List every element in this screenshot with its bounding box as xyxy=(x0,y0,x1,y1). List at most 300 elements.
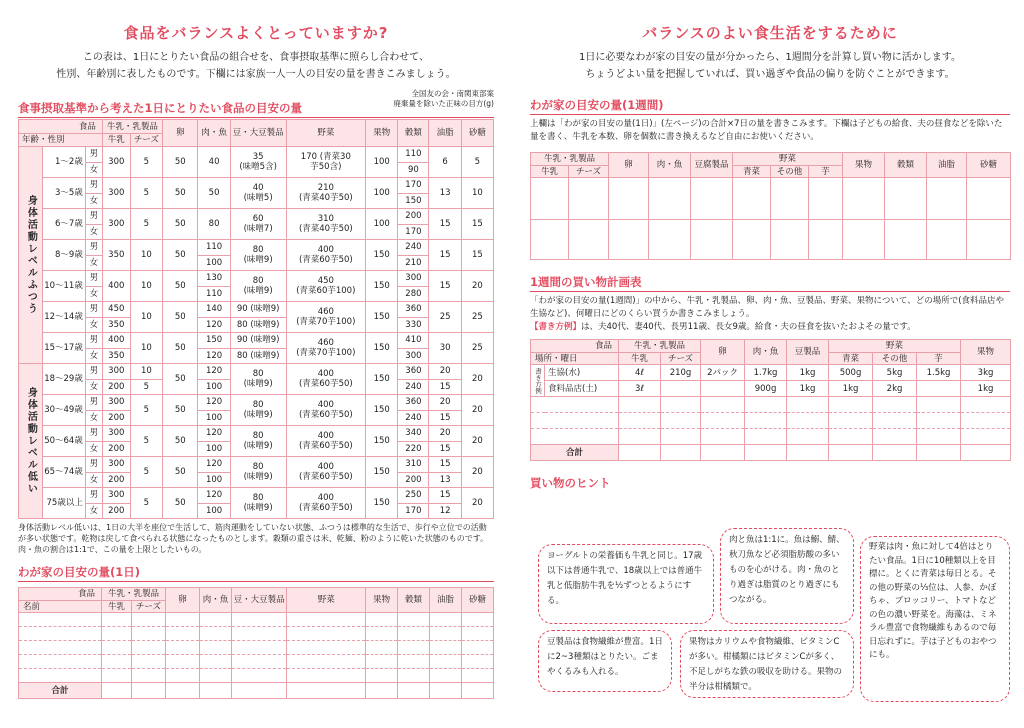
milk-male-cell: 300 xyxy=(102,395,130,411)
section1-header xyxy=(18,89,494,115)
grain-male-cell: 360 xyxy=(398,364,429,380)
col-cheese: チーズ xyxy=(661,353,701,365)
milk-male-cell: 450 xyxy=(102,302,130,318)
sex-male: 男 xyxy=(86,426,102,442)
grain-male-cell: 360 xyxy=(398,302,429,318)
oil-male-cell: 20 xyxy=(429,364,461,380)
bean-female-cell: 80 (味噌9) xyxy=(230,348,286,364)
bean-cell: 35 (味噌5含) xyxy=(230,147,286,178)
col-veg: 野菜 xyxy=(733,153,843,166)
cheese-cell: 10 xyxy=(130,333,162,364)
col-meat-fish: 肉・魚 xyxy=(649,153,691,178)
table-row xyxy=(19,271,494,287)
milk-female-cell: 350 xyxy=(102,317,130,333)
fruit-cell: 150 xyxy=(366,333,398,364)
entry-row[interactable] xyxy=(531,220,1011,260)
oil-cell: 13 xyxy=(429,178,461,209)
sex-male: 男 xyxy=(86,488,102,504)
egg-cell: 50 xyxy=(163,240,198,271)
oil-female-cell: 15 xyxy=(429,441,461,457)
col-meat-fish: 肉・魚 xyxy=(198,120,230,147)
age-sex-cell xyxy=(42,395,102,426)
col-fruit: 果物 xyxy=(366,588,398,613)
age-sex-cell xyxy=(42,240,102,271)
veg-cell: 400 (青菜60芋50) xyxy=(286,457,366,488)
meat-male-cell: 140 xyxy=(198,302,230,318)
oil-female-cell: 13 xyxy=(429,472,461,488)
milk-cell: 300 xyxy=(102,209,130,240)
sugar-cell: 5 xyxy=(461,147,493,178)
bean-male-cell: 90 (味噌9) xyxy=(230,333,286,349)
grain-female-cell: 200 xyxy=(398,472,429,488)
family-daily-table xyxy=(18,587,494,699)
col-milk: 牛乳 xyxy=(531,166,569,178)
source-block xyxy=(389,89,494,109)
left-intro: この表は、1日にとりたい食品の組合せを、食事摂取基準に照らし合わせて、 性別、年齢別に表したものです。下欄には家族一人一人の目安の量を書きこみましょう。 xyxy=(56,52,456,80)
meat-male-cell: 120 xyxy=(198,395,230,411)
col-sugar: 砂糖 xyxy=(461,120,493,147)
col-cheese: チーズ xyxy=(569,166,609,178)
plan-cell: 1kg xyxy=(829,381,873,397)
meat-cell: 40 xyxy=(198,147,230,178)
col-milk: 牛乳 xyxy=(102,601,132,613)
milk-female-cell: 200 xyxy=(102,472,130,488)
example-side-label: 書き方例 xyxy=(531,365,545,397)
sex-male: 男 xyxy=(86,302,102,318)
week-section-desc: 上欄は「わが家の目安の量(1日)」(左ページ)の合計×7日の量を書きこみます。下欄は子どもの給食、夫の昼食などを除いた量を書く、牛乳を本数、卵を個数に書き換えるなど自由にお使いください。 xyxy=(530,119,1003,142)
col-age-sex: 年齢・性別 xyxy=(19,134,103,147)
milk-male-cell: 400 xyxy=(102,333,130,349)
sex-female: 女 xyxy=(89,319,99,330)
veg-cell: 400 (青菜60芋50) xyxy=(286,395,366,426)
bean-cell: 80 (味噌9) xyxy=(230,488,286,519)
oil-female-cell: 15 xyxy=(429,410,461,426)
plan-cell: 900g xyxy=(745,381,787,397)
oil-cell: 30 xyxy=(429,333,461,364)
grain-female-cell: 240 xyxy=(398,379,429,395)
hint-bubble-yogurt: ヨーグルトの栄養価も牛乳と同じ。17歳以下は普通牛乳で、18歳以上では普通牛乳と低脂肪牛乳を½ずつとるようにする。 xyxy=(538,544,714,624)
bean-cell: 80 (味噌9) xyxy=(230,240,286,271)
milk-female-cell: 200 xyxy=(102,379,130,395)
meat-female-cell: 110 xyxy=(198,286,230,302)
col-veg: 野菜 xyxy=(829,340,961,353)
entry-row[interactable] xyxy=(19,655,494,669)
col-food: 食品 xyxy=(531,340,619,353)
grain-male-cell: 360 xyxy=(398,395,429,411)
age-label: 10～11歳 xyxy=(44,281,83,291)
col-egg: 卵 xyxy=(163,120,198,147)
milk-female-cell: 200 xyxy=(102,503,130,519)
fruit-cell: 150 xyxy=(366,364,398,395)
egg-cell: 50 xyxy=(163,395,198,426)
veg-cell: 450 (青菜60芋100) xyxy=(286,271,366,302)
table-row xyxy=(19,364,494,380)
source: 全国友の会・南関東部案 xyxy=(411,89,494,98)
total-label: 合計 xyxy=(531,445,619,461)
entry-row[interactable] xyxy=(531,413,1011,429)
oil-male-cell: 15 xyxy=(429,488,461,504)
sex-female: 女 xyxy=(89,164,99,175)
sex-male: 男 xyxy=(86,333,102,349)
plan-cell: 1.7kg xyxy=(745,365,787,381)
col-fruit: 果物 xyxy=(843,153,885,178)
sex-female: 女 xyxy=(89,443,99,454)
table-row xyxy=(19,240,494,256)
plan-cell: 3ℓ xyxy=(619,381,661,397)
grain-female-cell: 240 xyxy=(398,410,429,426)
sex-male: 男 xyxy=(86,457,102,473)
entry-row[interactable] xyxy=(531,429,1011,445)
col-oil: 油脂 xyxy=(927,153,967,178)
bean-cell: 80 (味噌9) xyxy=(230,395,286,426)
entry-row[interactable] xyxy=(531,397,1011,413)
age-label: 75歳以上 xyxy=(46,498,83,508)
sex-male: 男 xyxy=(86,364,102,380)
section2-title: わが家の目安の量(1日) xyxy=(18,564,494,582)
cheese-cell: 5 xyxy=(130,457,162,488)
col-potato: 芋 xyxy=(917,353,961,365)
col-grain: 穀類 xyxy=(885,153,927,178)
meat-female-cell: 100 xyxy=(198,441,230,457)
col-milk: 牛乳 xyxy=(102,134,130,147)
grain-male-cell: 110 xyxy=(398,147,429,163)
entry-row[interactable] xyxy=(531,178,1011,220)
cheese-female-cell: 5 xyxy=(130,379,162,395)
oil-cell: 25 xyxy=(429,302,461,333)
group1-body xyxy=(19,147,494,364)
col-sugar: 砂糖 xyxy=(461,588,493,613)
meat-cell: 50 xyxy=(198,178,230,209)
sex-female: 女 xyxy=(89,257,99,268)
group1-label: 身体活動レベルふつう xyxy=(19,147,43,364)
cheese-cell: 5 xyxy=(130,178,162,209)
sugar-cell: 20 xyxy=(461,488,493,519)
col-milk-group: 牛乳・乳製品 xyxy=(102,588,166,601)
grain-male-cell: 170 xyxy=(398,178,429,194)
col-potato: 芋 xyxy=(809,166,843,178)
col-cheese: チーズ xyxy=(131,601,165,613)
plan-row[interactable] xyxy=(531,381,1011,397)
plan-cell: 1kg xyxy=(961,381,1011,397)
bean-female-cell: 80 (味噌9) xyxy=(230,317,286,333)
plan-section-desc: 「わが家の目安の量(1週間)」の中から、牛乳・乳製品、卵、肉・魚、豆製品、野菜、果物について、どの場所で(食料品店や生協など)、何曜日にどのくらい買うか書きこみましょう。 xyxy=(530,296,1005,319)
hint-bubble-beans: 豆製品は食物繊維が豊富。1日に2~3種類はとりたい。ごまやくるみも入れる。 xyxy=(538,630,672,692)
meat-female-cell: 100 xyxy=(198,410,230,426)
milk-cell: 400 xyxy=(102,271,130,302)
entry-row[interactable] xyxy=(19,641,494,655)
sex-female: 女 xyxy=(89,381,99,392)
col-bean: 豆製品 xyxy=(787,340,829,365)
age-label: 30～49歳 xyxy=(44,405,83,415)
meat-cell: 80 xyxy=(198,209,230,240)
meat-female-cell: 100 xyxy=(198,472,230,488)
veg-cell: 400 (青菜60芋50) xyxy=(286,426,366,457)
bean-male-cell: 90 (味噌9) xyxy=(230,302,286,318)
col-green: 青菜 xyxy=(829,353,873,365)
fruit-cell: 150 xyxy=(366,426,398,457)
col-sugar: 砂糖 xyxy=(967,153,1011,178)
cheese-cell: 5 xyxy=(130,395,162,426)
sex-female: 女 xyxy=(89,288,99,299)
col-food: 食品 xyxy=(19,588,102,601)
entry-row[interactable] xyxy=(19,669,494,683)
col-veg: 野菜 xyxy=(286,120,366,147)
col-meat-fish: 肉・魚 xyxy=(200,588,232,613)
veg-cell: 400 (青菜60芋50) xyxy=(286,364,366,395)
cheese-cell: 5 xyxy=(130,426,162,457)
oil-cell: 6 xyxy=(429,147,461,178)
meat-male-cell: 120 xyxy=(198,457,230,473)
fruit-cell: 100 xyxy=(366,178,398,209)
hint-bubble-vegetables: 野菜は肉・魚に対して4倍はとりたい食品。1日に10種類以上を目標に。とくに青菜は毎日とる。その他の野菜の⅓位は、人参、かぼちゃ、ブロッコリー、トマトなどの色の濃い野菜を。海藻は、ミネラル豊富で食物繊維もあるので毎日忘れずに。芋は子どものおやつにも。 xyxy=(860,536,1010,702)
col-veg: 野菜 xyxy=(287,588,366,613)
cheese-cell: 5 xyxy=(130,147,162,178)
sugar-cell: 20 xyxy=(461,364,493,395)
col-other: その他 xyxy=(771,166,809,178)
cheese-cell: 5 xyxy=(130,488,162,519)
total-row xyxy=(531,445,1011,461)
left-page xyxy=(18,0,494,728)
sugar-cell: 10 xyxy=(461,178,493,209)
sugar-cell: 20 xyxy=(461,426,493,457)
grain-female-cell: 280 xyxy=(398,286,429,302)
grain-female-cell: 170 xyxy=(398,224,429,240)
table-row xyxy=(19,457,494,473)
section1-title: 食事摂取基準から考えた1日にとりたい食品の目安の量 xyxy=(18,100,494,118)
age-sex-cell xyxy=(42,333,102,364)
plan-cell: 210g xyxy=(661,365,701,381)
age-sex-cell xyxy=(42,147,102,178)
col-meat-fish: 肉・魚 xyxy=(745,340,787,365)
grain-female-cell: 330 xyxy=(398,317,429,333)
milk-female-cell: 200 xyxy=(102,441,130,457)
age-label: 18～29歳 xyxy=(44,374,83,384)
plan-section-title: 1週間の買い物計画表 xyxy=(530,274,1010,292)
table-row xyxy=(19,426,494,442)
grain-female-cell: 150 xyxy=(398,193,429,209)
example-label: 【書き方例】 xyxy=(530,322,582,332)
egg-cell: 50 xyxy=(163,178,198,209)
hint-title: 買い物のヒント xyxy=(530,476,611,490)
sex-female: 女 xyxy=(89,350,99,361)
sugar-cell: 20 xyxy=(461,271,493,302)
sugar-cell: 25 xyxy=(461,333,493,364)
sex-male: 男 xyxy=(86,178,102,194)
grain-male-cell: 250 xyxy=(398,488,429,504)
age-label: 8～9歳 xyxy=(55,250,83,260)
meat-male-cell: 110 xyxy=(198,240,230,256)
col-milk: 牛乳 xyxy=(619,353,661,365)
table-row xyxy=(19,395,494,411)
cheese-cell: 10 xyxy=(130,302,162,333)
right-title: バランスのよい食生活をするために xyxy=(642,24,898,42)
sex-male: 男 xyxy=(86,240,102,256)
age-label: 6～7歳 xyxy=(55,219,83,229)
bean-cell: 80 (味噌9) xyxy=(230,457,286,488)
veg-cell: 460 (青菜70芋100) xyxy=(286,302,366,333)
hint-bubble-fruit: 果物はカリウムや食物繊維、ビタミンCが多い。柑橘類にはビタミンCが多く、不足しがちな鉄の吸収を助ける。果物の半分は柑橘類で。 xyxy=(680,630,854,698)
milk-female-cell: 350 xyxy=(102,348,130,364)
entry-row[interactable] xyxy=(19,613,494,627)
meat-male-cell: 120 xyxy=(198,426,230,442)
table-row xyxy=(19,147,494,163)
meat-male-cell: 120 xyxy=(198,488,230,504)
egg-cell: 50 xyxy=(163,271,198,302)
intake-table-header xyxy=(19,120,494,147)
plan-cell: 500g xyxy=(829,365,873,381)
meat-female-cell: 100 xyxy=(198,255,230,271)
col-oil: 油脂 xyxy=(430,588,462,613)
plan-cell: 1.5kg xyxy=(917,365,961,381)
group2-body xyxy=(19,364,494,519)
table-row xyxy=(19,333,494,349)
col-place-day: 場所・曜日 xyxy=(531,353,619,365)
sex-female: 女 xyxy=(89,412,99,423)
age-label: 65～74歳 xyxy=(44,467,83,477)
col-milk-group: 牛乳・乳製品 xyxy=(619,340,701,353)
col-food: 食品 xyxy=(19,120,103,134)
grain-female-cell: 170 xyxy=(398,503,429,519)
plan-cell: 2パック xyxy=(701,365,745,381)
sex-female: 女 xyxy=(89,195,99,206)
sex-female: 女 xyxy=(89,226,99,237)
egg-cell: 50 xyxy=(163,488,198,519)
meat-female-cell: 100 xyxy=(198,379,230,395)
fruit-cell: 150 xyxy=(366,457,398,488)
egg-cell: 50 xyxy=(163,333,198,364)
egg-cell: 50 xyxy=(163,364,198,395)
source-note: 廃棄量を除いた正味の目方(g) xyxy=(393,99,494,108)
milk-male-cell: 300 xyxy=(102,364,130,380)
bean-cell: 80 (味噌9) xyxy=(230,426,286,457)
sex-male: 男 xyxy=(86,147,102,163)
grain-male-cell: 310 xyxy=(398,457,429,473)
col-bean: 豆腐製品 xyxy=(691,153,733,178)
col-milk-group: 牛乳・乳製品 xyxy=(102,120,162,134)
grain-male-cell: 410 xyxy=(398,333,429,349)
meat-female-cell: 100 xyxy=(198,503,230,519)
grain-female-cell: 90 xyxy=(398,162,429,178)
age-sex-cell xyxy=(42,364,102,395)
veg-cell: 310 (青菜40芋50) xyxy=(286,209,366,240)
cheese-cell: 10 xyxy=(130,271,162,302)
age-label: 1～2歳 xyxy=(55,157,83,167)
oil-female-cell: 12 xyxy=(429,503,461,519)
age-sex-cell xyxy=(42,178,102,209)
sex-male: 男 xyxy=(86,395,102,411)
entry-row[interactable] xyxy=(19,627,494,641)
grain-male-cell: 300 xyxy=(398,271,429,287)
milk-male-cell: 300 xyxy=(102,426,130,442)
age-sex-cell xyxy=(42,426,102,457)
egg-cell: 50 xyxy=(163,457,198,488)
fruit-cell: 100 xyxy=(366,209,398,240)
table-row xyxy=(19,209,494,225)
plan-cell xyxy=(661,381,701,397)
intake-table xyxy=(18,119,494,519)
plan-cell: 2kg xyxy=(873,381,917,397)
sex-male: 男 xyxy=(86,271,102,287)
plan-cell: 3kg xyxy=(961,365,1011,381)
col-grain: 穀類 xyxy=(398,120,429,147)
sugar-cell: 15 xyxy=(461,209,493,240)
oil-cell: 15 xyxy=(429,240,461,271)
grain-male-cell: 200 xyxy=(398,209,429,225)
plan-place: 生協(水) xyxy=(545,365,619,381)
sugar-cell: 25 xyxy=(461,302,493,333)
cheese-cell: 5 xyxy=(130,209,162,240)
veg-cell: 460 (青菜70芋100) xyxy=(286,333,366,364)
oil-male-cell: 15 xyxy=(429,457,461,473)
hint-bubble-meat-fish: 肉と魚は1:1に。魚は鰯、鯖、秋刀魚など必須脂肪酸の多いものを心がける。肉・魚のとり過ぎは脂質のとり過ぎにもつながる。 xyxy=(720,528,854,624)
plan-cell: 1kg xyxy=(787,365,829,381)
col-egg: 卵 xyxy=(165,588,199,613)
col-bean: 豆・大豆製品 xyxy=(230,120,286,147)
weekly-table xyxy=(530,152,1011,260)
milk-male-cell: 300 xyxy=(102,488,130,504)
col-grain: 穀類 xyxy=(398,588,430,613)
bean-cell: 40 (味噌5) xyxy=(230,178,286,209)
veg-cell: 400 (青菜60芋50) xyxy=(286,240,366,271)
oil-male-cell: 20 xyxy=(429,426,461,442)
meat-male-cell: 150 xyxy=(198,333,230,349)
age-sex-cell xyxy=(42,302,102,333)
sugar-cell: 20 xyxy=(461,395,493,426)
plan-cell xyxy=(917,381,961,397)
sugar-cell: 15 xyxy=(461,240,493,271)
oil-cell: 15 xyxy=(429,271,461,302)
col-bean: 豆・大豆製品 xyxy=(231,588,286,613)
fruit-cell: 100 xyxy=(366,147,398,178)
total-label: 合計 xyxy=(19,683,102,699)
col-egg: 卵 xyxy=(701,340,745,365)
oil-male-cell: 20 xyxy=(429,395,461,411)
grain-female-cell: 220 xyxy=(398,441,429,457)
egg-cell: 50 xyxy=(163,302,198,333)
oil-female-cell: 15 xyxy=(429,379,461,395)
plan-row[interactable] xyxy=(531,365,1011,381)
col-green: 青菜 xyxy=(733,166,771,178)
left-title: 食品をバランスよくとっていますか? xyxy=(123,24,389,42)
age-label: 50～64歳 xyxy=(44,436,83,446)
col-fruit: 果物 xyxy=(366,120,398,147)
grain-female-cell: 210 xyxy=(398,255,429,271)
veg-cell: 210 (青菜40芋50) xyxy=(286,178,366,209)
age-label: 12～14歳 xyxy=(44,312,83,322)
col-milk-group: 牛乳・乳製品 xyxy=(531,153,609,166)
age-sex-cell xyxy=(42,209,102,240)
cheese-cell: 10 xyxy=(130,240,162,271)
table-row xyxy=(19,488,494,504)
col-cheese: チーズ xyxy=(130,134,162,147)
example-note xyxy=(530,321,1010,334)
sex-male: 男 xyxy=(86,209,102,225)
table-row xyxy=(19,178,494,194)
footnote: 身体活動レベル低いは、1日の大半を座位で生活して、筋肉運動をしていない状態、ふつうは標準的な生活で、歩行や立位での活動が多い状態です。乾物は戻して食べられる状態になったものとします。穀類の重さは米、乾麺、粉のように乾いた状態のものです。肉・魚の割合は1:1で、この量を上限としたいもの。 xyxy=(18,523,489,554)
meat-female-cell: 120 xyxy=(198,317,230,333)
col-other: その他 xyxy=(873,353,917,365)
meat-male-cell: 120 xyxy=(198,364,230,380)
age-sex-cell xyxy=(42,271,102,302)
age-label: 3～5歳 xyxy=(55,188,83,198)
age-label: 15～17歳 xyxy=(44,343,83,353)
sex-female: 女 xyxy=(89,505,99,516)
sugar-cell: 20 xyxy=(461,457,493,488)
age-sex-cell xyxy=(42,457,102,488)
oil-cell: 15 xyxy=(429,209,461,240)
bean-cell: 60 (味噌7) xyxy=(230,209,286,240)
fruit-cell: 150 xyxy=(366,488,398,519)
